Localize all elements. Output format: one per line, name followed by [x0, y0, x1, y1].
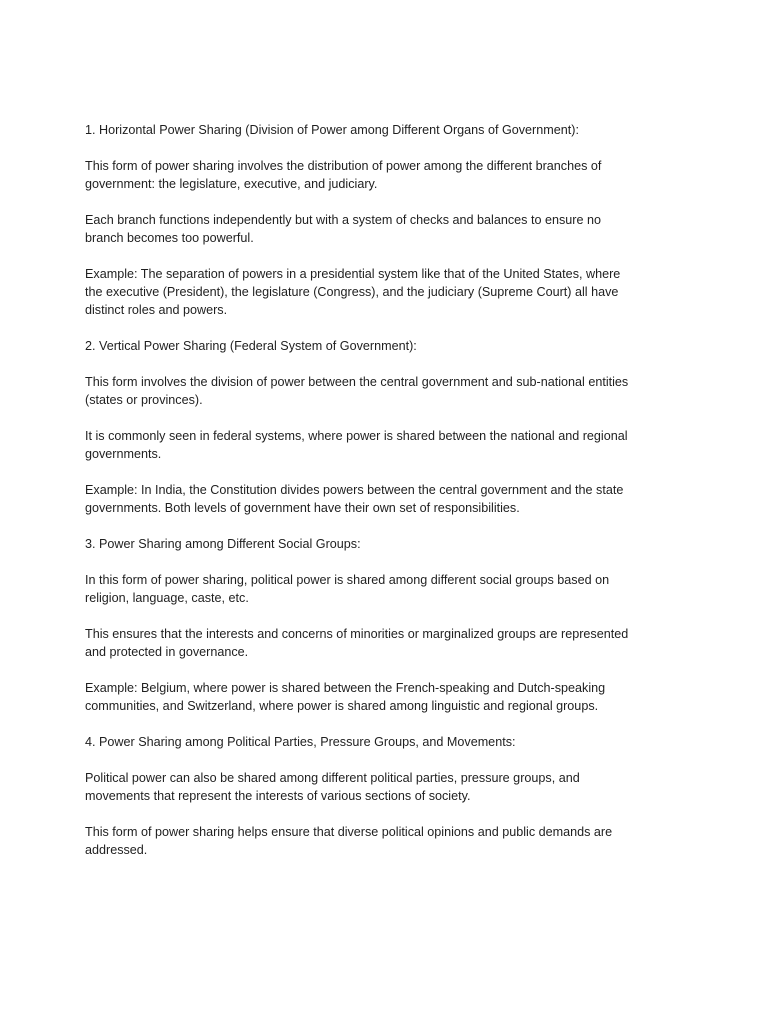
paragraph: This form of power sharing involves the distribution of power among the different branches of government: the legislature, executive, and judiciary. — [85, 159, 602, 191]
section-political-parties — [85, 733, 630, 859]
document-body — [85, 121, 630, 859]
section-horizontal-power-sharing — [85, 121, 630, 319]
section-heading: 4. Power Sharing among Political Parties, Pressure Groups, and Movements: — [85, 735, 516, 749]
section-vertical-power-sharing — [85, 337, 630, 517]
paragraph: Political power can also be shared among different political parties, pressure groups, and movements that represent the interests of various sections of society. — [85, 771, 580, 803]
paragraph: Example: The separation of powers in a presidential system like that of the United States, where the executive (President), the legislature (Congress), and the judiciary (Supreme Court) all have distinct roles and powers. — [85, 267, 621, 317]
paragraph: In this form of power sharing, political power is shared among different social groups based on religion, language, caste, etc. — [85, 573, 610, 605]
section-heading: 3. Power Sharing among Different Social Groups: — [85, 537, 361, 551]
paragraph: This form of power sharing helps ensure that diverse political opinions and public demands are addressed. — [85, 825, 613, 857]
paragraph: This form involves the division of power between the central government and sub-national entities (states or provinces). — [85, 375, 629, 407]
section-social-groups — [85, 535, 630, 715]
paragraph: It is commonly seen in federal systems, where power is shared between the national and regional governments. — [85, 429, 628, 461]
paragraph: Example: Belgium, where power is shared between the French-speaking and Dutch-speaking communities, and Switzerland, where power is shared among linguistic and regional groups. — [85, 681, 606, 713]
section-heading: 2. Vertical Power Sharing (Federal System of Government): — [85, 339, 417, 353]
paragraph: Example: In India, the Constitution divides powers between the central government and the state governments. Both levels of government have their own set of responsibilities. — [85, 483, 624, 515]
paragraph: This ensures that the interests and concerns of minorities or marginalized groups are represented and protected in governance. — [85, 627, 629, 659]
section-heading: 1. Horizontal Power Sharing (Division of Power among Different Organs of Government): — [85, 123, 579, 137]
paragraph: Each branch functions independently but with a system of checks and balances to ensure no branch becomes too powerful. — [85, 213, 601, 245]
